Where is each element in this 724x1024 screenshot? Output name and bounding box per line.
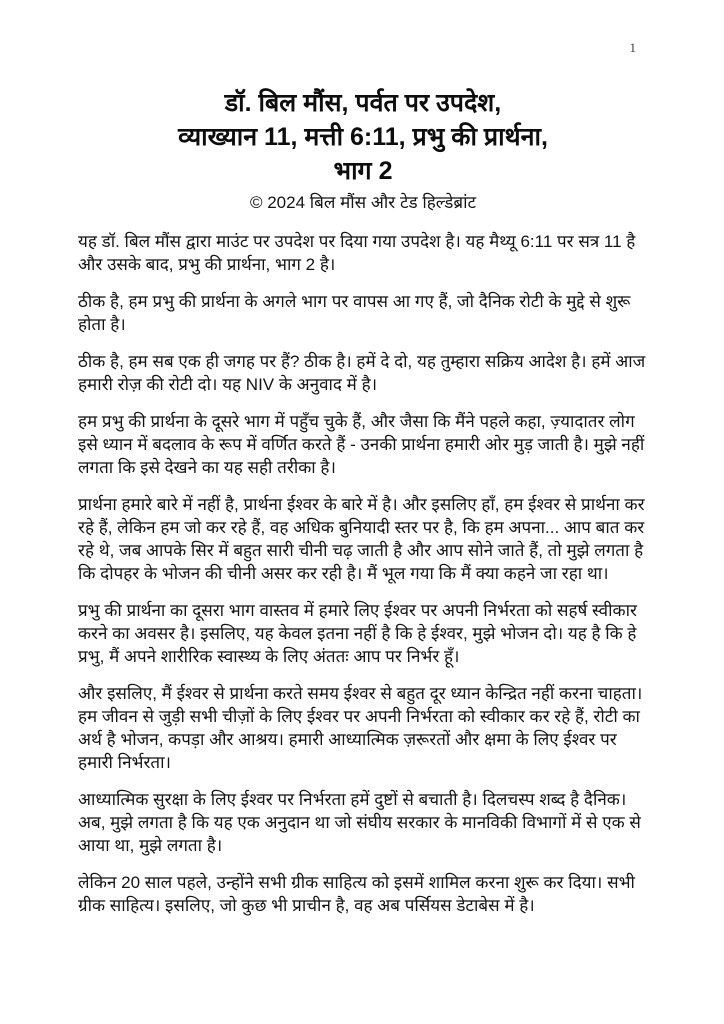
title-line-1: डॉ. बिल मौंस, पर्वत पर उपदेश,: [224, 89, 502, 117]
document-title: [78, 86, 648, 188]
paragraph-8: आध्यात्मिक सुरक्षा के लिए ईश्वर पर निर्भरता हमें दुष्टों से बचाती है। दिलचस्प शब्द है दैनिक। अब, मुझे लगता है कि यह एक अनुदान था जो संघीय सरकार के मानविकी विभागों में से एक से आया था, मुझे लगता है।: [78, 790, 641, 855]
title-line-2: व्याख्यान 11, मत्ती 6:11, प्रभु की प्रार्थना,: [178, 123, 548, 151]
paragraph-3: ठीक है, हम सब एक ही जगह पर हैं? ठीक है। हमें दे दो, यह तुम्हारा सक्रिय आदेश है। हमें आज हमारी रोज़ की रोटी दो। यह NIV के अनुवाद में है।: [78, 352, 646, 394]
document-body: [78, 230, 648, 917]
paragraph-6: प्रभु की प्रार्थना का दूसरा भाग वास्तव में हमारे लिए ईश्वर पर अपनी निर्भरता को सहर्ष स्वीकार करने का अवसर है। इसलिए, यह केवल इतना नहीं है कि हे ईश्वर, मुझे भोजन दो। यह है कि हे प्रभु, मैं अपने शारीरिक स्वास्थ्य के लिए अंततः आप पर निर्भर हूँ।: [78, 601, 637, 666]
copyright-line: © 2024 बिल मौंस और टेड हिल्डेब्रांट: [249, 193, 477, 212]
paragraph-1: यह डॉ. बिल मौंस द्वारा माउंट पर उपदेश पर दिया गया उपदेश है। यह मैथ्यू 6:11 पर सत्र 11 है और उसके बाद, प्रभु की प्रार्थना, भाग 2 है।: [78, 232, 636, 274]
paragraph-9: लेकिन 20 साल पहले, उन्होंने सभी ग्रीक साहित्य को इसमें शामिल करना शुरू कर दिया। सभी ग्रीक साहित्य। इसलिए, जो कुछ भी प्राचीन है, वह अब पर्सियस डेटाबेस में है।: [78, 873, 635, 915]
paragraph-7: और इसलिए, मैं ईश्वर से प्रार्थना करते समय ईश्वर से बहुत दूर ध्यान केन्द्रित नहीं करना चाहता। हम जीवन से जुड़ी सभी चीज़ों के लिए ईश्वर पर अपनी निर्भरता को स्वीकार कर रहे हैं, रोटी का अर्थ है भोजन, कपड़ा और आश्रय। हमारी आध्यात्मिक ज़रूरतों और क्षमा के लिए ईश्वर पर हमारी निर्भरता।: [78, 684, 643, 772]
title-line-3: भाग 2: [333, 157, 393, 185]
page-number: 1: [629, 40, 636, 55]
paragraph-5: प्रार्थना हमारे बारे में नहीं है, प्रार्थना ईश्वर के बारे में है। और इसलिए हाँ, हम ईश्वर से प्रार्थना कर रहे हैं, लेकिन हम जो कर रहे हैं, वह अधिक बुनियादी स्तर पर है, कि हम अपना... आप बात कर रहे थे, जब आपके सिर में बहुत सारी चीनी चढ़ जाती है और आप सोने जाते हैं, तो मुझे लगता है कि दोपहर के भोजन की चीनी असर कर रही है। मैं भूल गया कि मैं क्या कहने जा रहा था।: [78, 495, 645, 583]
paragraph-4: हम प्रभु की प्रार्थना के दूसरे भाग में पहुँच चुके हैं, और जैसा कि मैंने पहले कहा, ज़्यादातर लोग इसे ध्यान में बदलाव के रूप में वर्णित करते हैं - उनकी प्रार्थना हमारी ओर मुड़ जाती है। मुझे नहीं लगता कि इसे देखने का यह सही तरीका है।: [78, 412, 645, 477]
paragraph-2: ठीक है, हम प्रभु की प्रार्थना के अगले भाग पर वापस आ गए हैं, जो दैनिक रोटी के मुद्दे से शुरू होता है।: [78, 292, 631, 334]
